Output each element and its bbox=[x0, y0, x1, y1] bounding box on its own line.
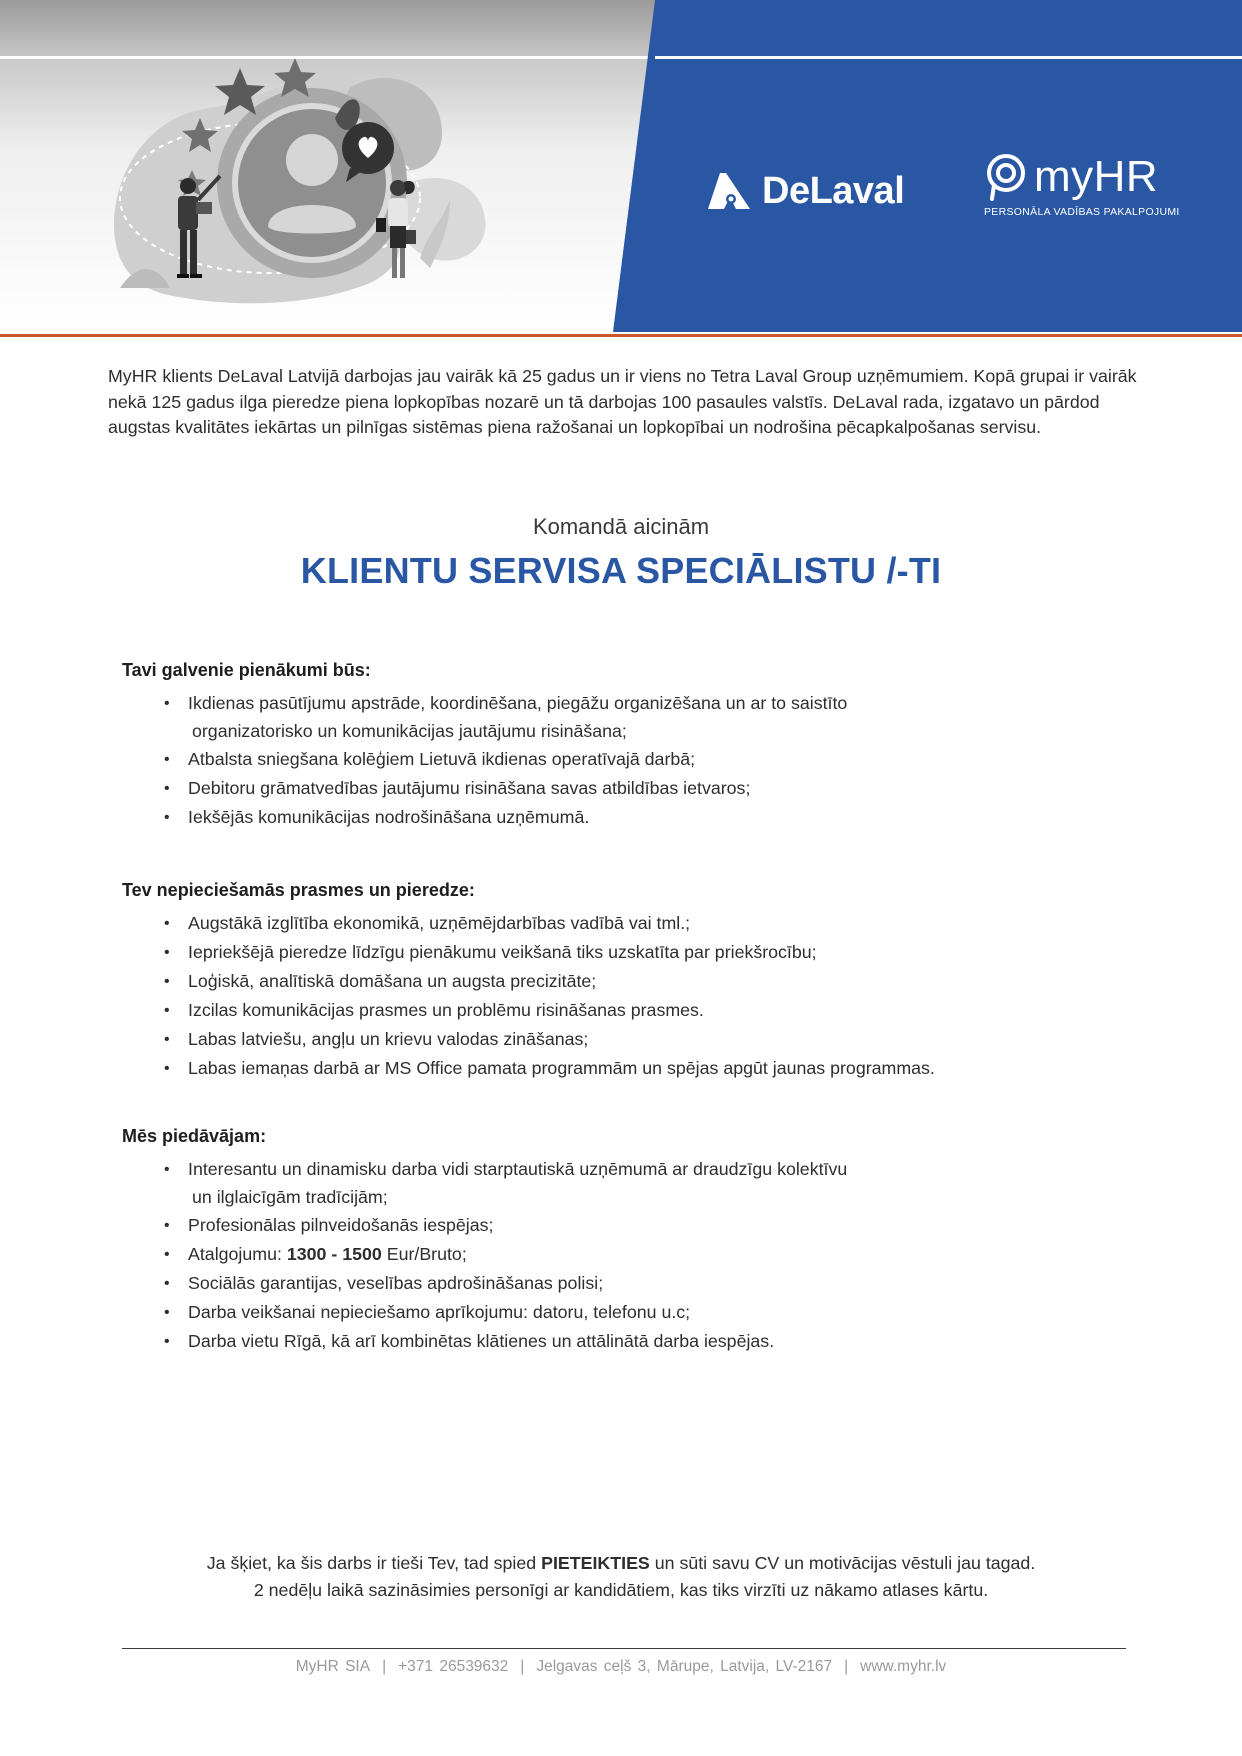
list-item: • Izcilas komunikācijas prasmes un problēmu risināšanas prasmes. bbox=[122, 996, 1132, 1025]
footer-website-link[interactable]: www.myhr.lv bbox=[860, 1658, 947, 1675]
list-item: • Interesantu un dinamisku darba vidi starptautiskā uzņēmumā ar draudzīgu kolektīvu un ilglaicīgām tradīcijām; bbox=[122, 1155, 1132, 1211]
responsibilities-list bbox=[122, 689, 1132, 832]
responsibilities-heading: Tavi galvenie pienākumi būs: bbox=[122, 660, 371, 680]
list-item: • Darba vietu Rīgā, kā arī kombinētas klātienes un attālinātā darba iespējas. bbox=[122, 1327, 1132, 1356]
company-intro: MyHR klients DeLaval Latvijā darbojas jau vairāk kā 25 gadus un ir viens no Tetra Laval Group uzņēmumiem. Kopā grupai ir vairāk nekā 125 gadus ilga pieredze piena lopkopības nozarē un tā darbojas 100 pasaules valstīs. DeLaval rada, izgatavo un pārdod augstas kvalitātes iekārtas un pilnīgas sistēmas piena ražošanai un lopkopībai un nodrošina pēcapkalpošanas servisu. bbox=[108, 366, 1137, 437]
header-blue-divider-line bbox=[655, 56, 1242, 59]
closing-line-1: Ja šķiet, ka šis darbs ir tieši Tev, tad spied PIETEIKTIES un sūti savu CV un motivācijas vēstuli jau tagad. bbox=[206, 1553, 1036, 1573]
salary-item: • Atalgojumu: 1300 - 1500 Eur/Bruto; bbox=[122, 1240, 1132, 1269]
offer-list bbox=[122, 1155, 1132, 1356]
list-item: • Augstākā izglītība ekonomikā, uzņēmējdarbības vadībā vai tml.; bbox=[122, 909, 1132, 938]
job-title: KLIENTU SERVISA SPECIĀLISTU /-TI bbox=[300, 550, 942, 591]
list-item: • Sociālās garantijas, veselības apdrošināšanas polisi; bbox=[122, 1269, 1132, 1298]
footer-address: Jelgavas ceļš 3, Mārupe, Latvija, LV-2167 bbox=[536, 1658, 833, 1675]
header-banner bbox=[0, 0, 1242, 332]
offer-section bbox=[122, 1126, 1132, 1356]
myhr-logo-icon bbox=[984, 153, 1030, 201]
list-item: • Loģiskā, analītiskā domāšana un augsta precizitāte; bbox=[122, 967, 1132, 996]
apply-keyword: PIETEIKTIES bbox=[541, 1553, 650, 1573]
recruitment-illustration bbox=[100, 58, 520, 318]
list-item: • Atbalsta sniegšana kolēģiem Lietuvā ikdienas operatīvajā darbā; bbox=[122, 745, 1132, 774]
footer-divider bbox=[122, 1648, 1126, 1649]
list-item: • Iekšējās komunikācijas nodrošināšana uzņēmumā. bbox=[122, 803, 1132, 832]
delaval-logo bbox=[706, 166, 904, 216]
responsibilities-section bbox=[122, 660, 1132, 832]
delaval-wordmark: DeLaval bbox=[762, 169, 905, 212]
closing-call-to-action bbox=[0, 1550, 1242, 1604]
offer-heading: Mēs piedāvājam: bbox=[122, 1126, 267, 1146]
list-item: • Profesionālas pilnveidošanās iespējas; bbox=[122, 1211, 1132, 1240]
skills-heading: Tev nepieciešamās prasmes un pieredze: bbox=[122, 880, 475, 900]
footer-company: MyHR SIA bbox=[295, 1658, 371, 1675]
delaval-logo-icon bbox=[706, 171, 752, 211]
skills-section bbox=[122, 880, 1132, 1083]
footer-contacts: MyHR SIA | +371 26539632 | Jelgavas ceļš 3, Mārupe, Latvija, LV-2167 | www.myhr.lv bbox=[295, 1658, 947, 1675]
closing-line-2: 2 nedēļu laikā sazināsimies personīgi ar kandidātiem, kas tiks virzīti uz nākamo atlases kārtu. bbox=[253, 1580, 989, 1600]
job-subtitle: Komandā aicinām bbox=[532, 514, 710, 539]
list-item: • Debitoru grāmatvedības jautājumu risināšana savas atbildības ietvaros; bbox=[122, 774, 1132, 803]
header-accent-line bbox=[0, 334, 1242, 337]
myhr-logo bbox=[984, 152, 1180, 232]
list-item: • Iepriekšējā pieredze līdzīgu pienākumu veikšanā tiks uzskatīta par priekšrocību; bbox=[122, 938, 1132, 967]
list-item: • Ikdienas pasūtījumu apstrāde, koordinēšana, piegāžu organizēšana un ar to saistīto organizatorisko un komunikācijas jautājumu risināšana; bbox=[122, 689, 1132, 745]
skills-list bbox=[122, 909, 1132, 1083]
myhr-wordmark: myHR bbox=[1034, 152, 1159, 201]
list-item: • Darba veikšanai nepieciešamo aprīkojumu: datoru, telefonu u.c; bbox=[122, 1298, 1132, 1327]
myhr-tagline: PERSONĀLA VADĪBAS PAKALPOJUMI bbox=[984, 206, 1180, 218]
footer-phone[interactable]: +371 26539632 bbox=[398, 1658, 509, 1675]
list-item: • Labas latviešu, angļu un krievu valodas zināšanas; bbox=[122, 1025, 1132, 1054]
salary-value: 1300 - 1500 bbox=[286, 1244, 382, 1264]
list-item: • Labas iemaņas darbā ar MS Office pamata programmām un spējas apgūt jaunas programmas. bbox=[122, 1054, 1132, 1083]
